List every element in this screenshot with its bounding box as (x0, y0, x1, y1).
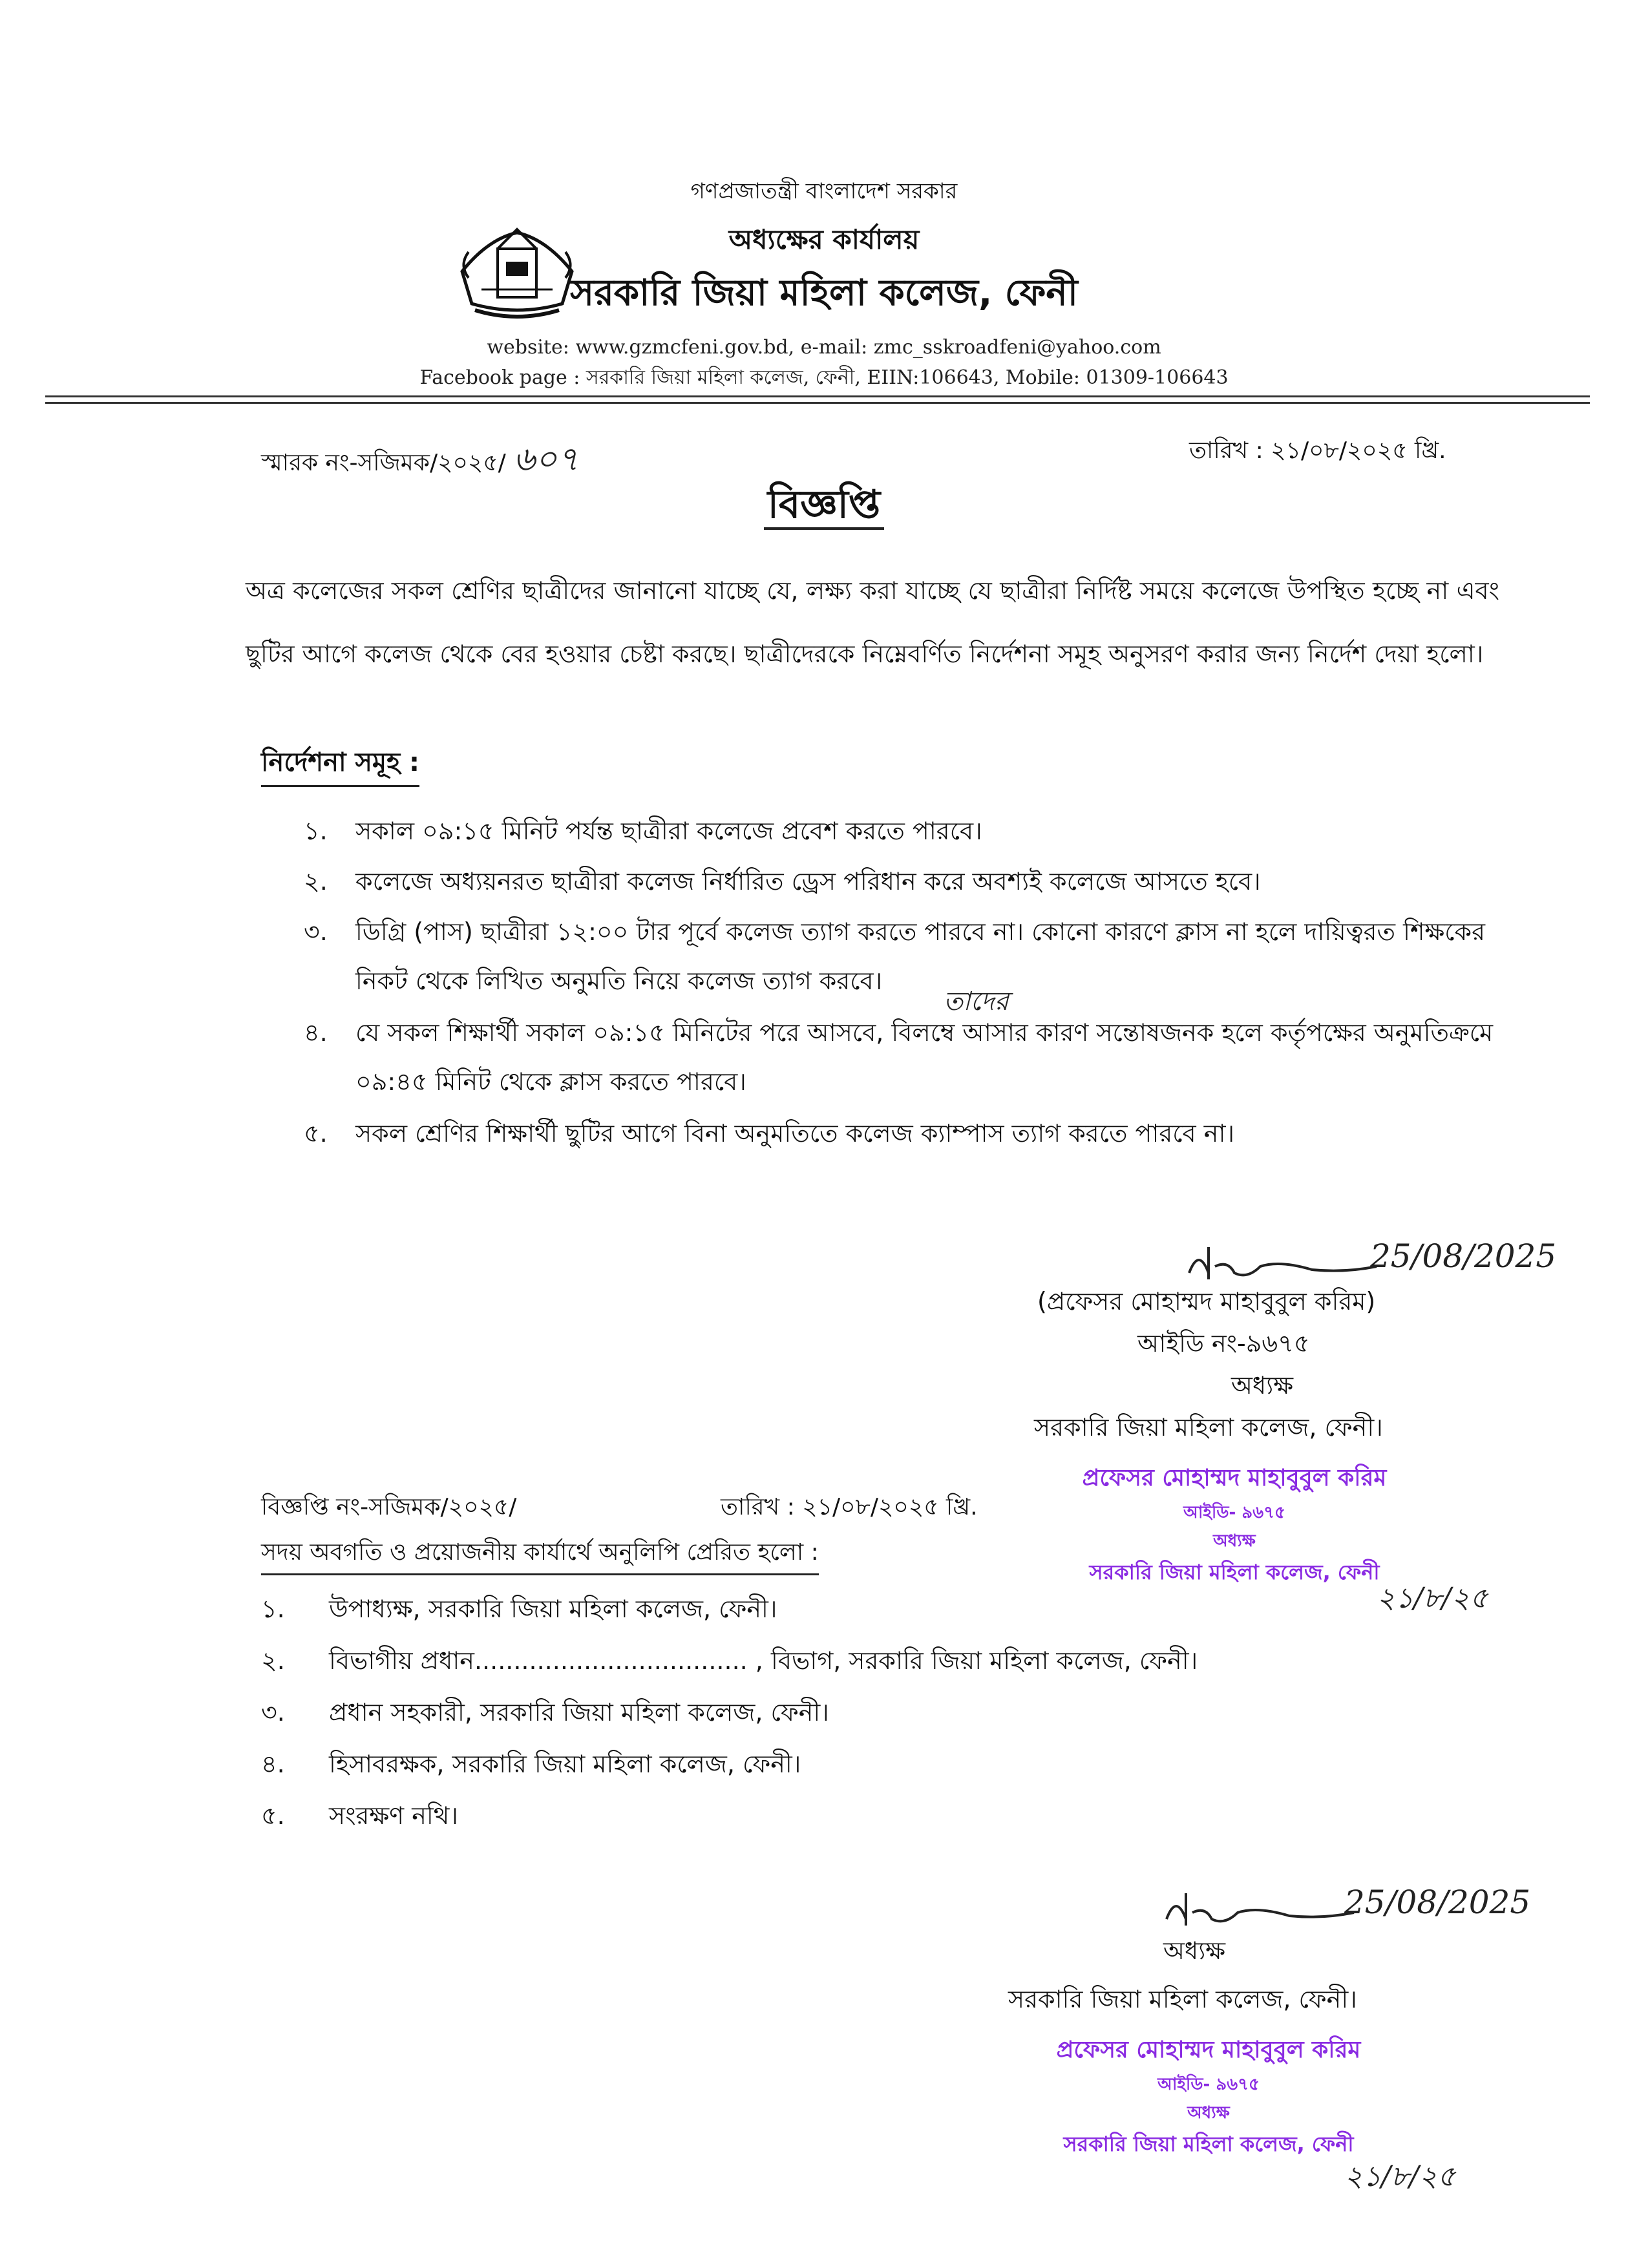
copy-date: তারিখ : ২১/০৮/২০২৫ খ্রি. (721, 1494, 978, 1520)
notice-title: বিজ্ঞপ্তি (0, 475, 1648, 540)
instructions-heading: নির্দেশনা সমূহ : (261, 742, 419, 787)
official-stamp-2 (982, 2032, 1435, 2163)
stamp-college: সরকারি জিয়া মহিলা কলেজ, ফেনী (1063, 2132, 1354, 2156)
instruction-number: ৫. (304, 1119, 328, 1148)
government-heading: গণপ্রজাতন্ত্রী বাংলাদেশ সরকার (690, 178, 958, 204)
instruction-number: ২. (304, 867, 328, 896)
signature-1-date: 25/08/2025 (1370, 1237, 1557, 1275)
instruction-text: সকাল ০৯:১৫ মিনিট পর্যন্ত ছাত্রীরা কলেজে প্রবেশ করতে পারবে। (355, 817, 982, 845)
facebook-contact-line: Facebook page : সরকারি জিয়া মহিলা কলেজ, ফেনী, EIIN:106643, Mobile: 01309-106643 (419, 366, 1229, 389)
signatory-name: (প্রফেসর মোহাম্মদ মাহাবুবুল করিম) (1037, 1287, 1376, 1316)
instruction-number: ১. (304, 817, 328, 845)
recipient-text: বিভাগীয় প্রধান................................... , বিভাগ, সরকারি জিয়া মহিলা কলেজ, ফেনী। (329, 1646, 1198, 1675)
handwritten-insert: তাদের (944, 987, 1009, 1016)
signatory-designation: অধ্যক্ষ (1231, 1371, 1294, 1400)
stamp-college: সরকারি জিয়া মহিলা কলেজ, ফেনী (1089, 1560, 1380, 1584)
official-stamp-1 (1008, 1460, 1461, 1591)
website-email-line: website: www.gzmcfeni.gov.bd, e-mail: zmc_sskroadfeni@yahoo.com (487, 336, 1161, 359)
copy-heading: সদয় অবগতি ও প্রয়োজনীয় কার্যার্থে অনুলিপি প্রেরিত হলো : (261, 1535, 819, 1575)
instruction-text: সকল শ্রেণির শিক্ষার্থী ছুটির আগে বিনা অনুমতিতে কলেজ ক্যাম্পাস ত্যাগ করতে পারবে না। (355, 1119, 1235, 1148)
stamp-id: আইডি- ৯৬৭৫ (1183, 1503, 1285, 1522)
recipient-number: ৪. (261, 1750, 285, 1778)
signature-2-designation: অধ্যক্ষ (1163, 1937, 1226, 1965)
college-name: সরকারি জিয়া মহিলা কলেজ, ফেনী (570, 272, 1078, 314)
stamp-initial-date-1: ২১/৮/২৫ (1377, 1582, 1488, 1615)
stamp-name: প্রফেসর মোহাম্মদ মাহাবুবুল করিম (1082, 1465, 1387, 1491)
college-logo-icon (449, 213, 585, 320)
instruction-number: ৩. (304, 918, 328, 946)
office-heading: অধ্যক্ষের কার্যালয় (728, 224, 920, 255)
memo-handwritten-number: ৬০৭ (513, 440, 579, 479)
recipient-text: প্রধান সহকারী, সরকারি জিয়া মহিলা কলেজ, ফেনী। (329, 1698, 829, 1727)
notice-body: অত্র কলেজের সকল শ্রেণির ছাত্রীদের জানানো যাচ্ছে যে, লক্ষ্য করা যাচ্ছে যে ছাত্রীরা নির্দিষ্ট সময়ে কলেজে উপস্থিত হচ্ছে না এবং ছুটির আগে কলেজ থেকে বের হওয়ার চেষ্টা করছে। ছাত্রীদেরকে নিম্নেবর্ণিত নির্দেশনা সমূহ অনুসরণ করার জন্য নির্দেশ দেয়া হলো। (246, 576, 1499, 668)
memo-label: স্মারক নং-সজিমক/২০২৫/ (261, 450, 506, 476)
memo-date: তারিখ : ২১/০৮/২০২৫ খ্রি. (1189, 437, 1446, 464)
recipient-number: ২. (261, 1646, 285, 1675)
instruction-text: যে সকল শিক্ষার্থী সকাল ০৯:১৫ মিনিটের পরে আসবে, বিলম্বে আসার কারণ সন্তোষজনক হলে কর্তৃপক্ষের অনুমতিক্রমে ০৯:৪৫ মিনিট থেকে ক্লাস করতে পারবে। (355, 1018, 1494, 1096)
stamp-designation: অধ্যক্ষ (1213, 1531, 1256, 1551)
recipient-number: ১. (261, 1595, 285, 1623)
stamp-initial-date-2: ২১/৮/২৫ (1344, 2160, 1456, 2193)
header-divider-bottom (45, 402, 1590, 404)
stamp-name: প্রফেসর মোহাম্মদ মাহাবুবুল করিম (1056, 2037, 1361, 2063)
copy-memo-number: বিজ্ঞপ্তি নং-সজিমক/২০২৫/ (261, 1494, 517, 1520)
stamp-id: আইডি- ৯৬৭৫ (1157, 2075, 1260, 2094)
recipient-text: উপাধ্যক্ষ, সরকারি জিয়া মহিলা কলেজ, ফেনী। (329, 1595, 777, 1623)
recipient-text: হিসাবরক্ষক, সরকারি জিয়া মহিলা কলেজ, ফেনী। (329, 1750, 801, 1778)
signature-2-college: সরকারি জিয়া মহিলা কলেজ, ফেনী। (1008, 1985, 1357, 2013)
header-divider-top (45, 395, 1590, 397)
instruction-text: কলেজে অধ্যয়নরত ছাত্রীরা কলেজ নির্ধারিত ড্রেস পরিধান করে অবশ্যই কলেজে আসতে হবে। (355, 867, 1261, 896)
recipient-number: ৩. (261, 1698, 285, 1727)
instruction-text: ডিগ্রি (পাস) ছাত্রীরা ১২:০০ টার পূর্বে কলেজ ত্যাগ করতে পারবে না। কোনো কারণে ক্লাস না হলে দায়িত্বরত শিক্ষকের নিকট থেকে লিখিত অনুমতি নিয়ে কলেজ ত্যাগ করবে। (355, 918, 1486, 995)
recipient-number: ৫. (261, 1801, 285, 1830)
signatory-id: আইডি নং-৯৬৭৫ (1137, 1329, 1310, 1358)
stamp-designation: অধ্যক্ষ (1187, 2103, 1230, 2123)
signature-2-date: 25/08/2025 (1344, 1884, 1531, 1921)
instruction-number: ৪. (304, 1018, 328, 1047)
recipient-text: সংরক্ষণ নথি। (329, 1801, 458, 1830)
signatory-college: সরকারি জিয়া মহিলা কলেজ, ফেনী। (1034, 1413, 1383, 1442)
